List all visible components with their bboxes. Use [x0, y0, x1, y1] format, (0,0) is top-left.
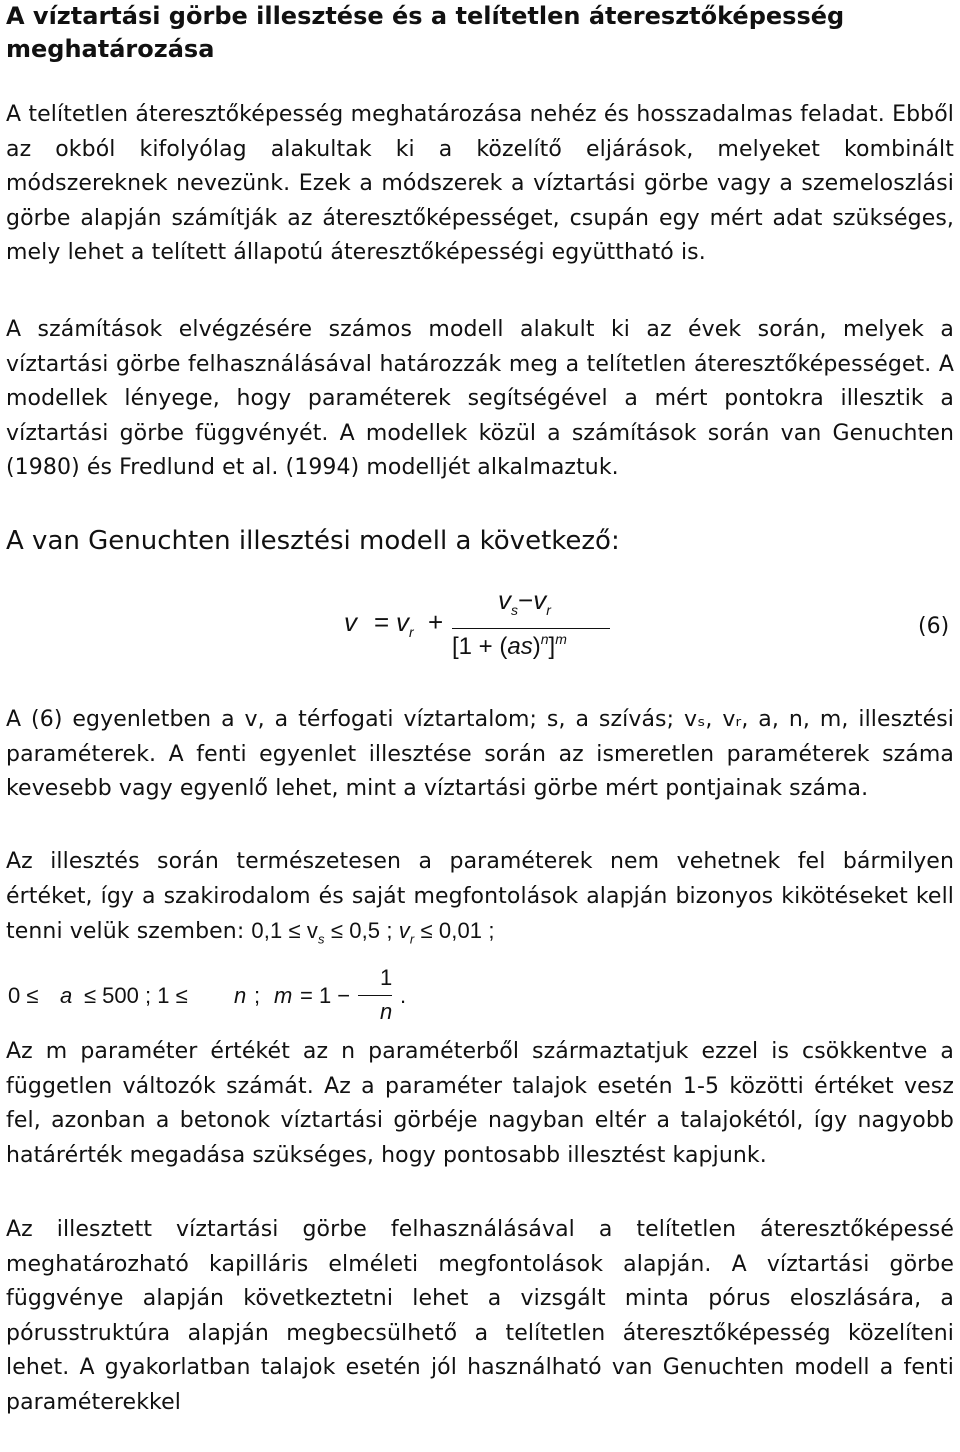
constraint-a-upper: ≤ 500 ; 1 ≤	[84, 983, 188, 1008]
constraint-end: .	[400, 983, 407, 1008]
eq-equals: =	[374, 607, 390, 637]
constraint-n-var: n	[234, 983, 247, 1008]
eq-fraction-bar	[452, 628, 610, 629]
constraint-a-lower: 0 ≤	[8, 983, 39, 1008]
paragraph-m-parameter: Az m paraméter értékét az n paraméterből származtatjuk ezzel is csökkentve a független változók számát. Az a paraméter talajok esetén 1-5 közötti értéket vesz fel, azonban a betonok víztartási görbéje nagyban eltér a talajokétól, így nagyobb határérték megadása szükséges, hogy pontosabb illesztést kapjunk.	[6, 1039, 954, 1168]
paragraph-parameters: A (6) egyenletben a v, a térfogati víztartalom; s, a szívás; vₛ, vᵣ, a, n, m, illesztési paraméterek. A fenti egyenlet illesztése során az ismeretlen paraméterek száma kevesebb vagy egyenlő lehet, mint a víztartási görbe mért pontjainak száma.	[6, 707, 954, 802]
constraint-m-eq: = 1 −	[300, 983, 351, 1008]
eq-denominator: $[1 + (as)^n]^m$	[452, 631, 567, 660]
constraint-sep: ;	[254, 983, 261, 1008]
paragraph-fitted-curve: Az illesztett víztartási görbe felhasználásával a telítetlen áteresztőképessé meghatározható kapilláris elméleti megfontolások alapján. A víztartási görbe függvénye alapján következtetni lehet a vizsgált minta pórus eloszlására, a pórusstruktúra alapján megbecsülhető a telítetlen áteresztőképesség közelíteni lehet. A gyakorlatban talajok esetén jól használható van Genuchten modell a fenti paraméterekkel	[6, 1217, 954, 1415]
constraint-a-var: a	[60, 983, 73, 1008]
eq-plus: +	[428, 607, 444, 637]
eq-numerator: $v_s-v_r$	[498, 585, 551, 619]
paragraph-constraints: Az illesztés során természetesen a paraméterek nem vehetnek fel bármilyen értéket, így a szakirodalom és saját megfontolások alapján bizonyos kikötéseket kell tenni velük szemben: $0,1 \le v_s \le 0,5$ ; $v_r \le 0,01$ ;	[6, 849, 954, 947]
section-title: A víztartási görbe illesztése és a telítetlen áteresztőképesség meghatározása	[6, 2, 845, 63]
eq-vr: $v_r$	[396, 607, 414, 641]
eq-lhs: v	[344, 607, 357, 637]
constraint-line-2: 0 ≤ a ≤ 500 ; 1 ≤ n ; m = 1 − 1 n .	[8, 965, 407, 1024]
paragraph-models: A számítások elvégzésére számos modell alakult ki az évek során, melyek a víztartási görbe felhasználásával határozzák meg a telítetlen áteresztőképességet. A modellek lényege, hogy paraméterek segítségével a mért pontokra illesztik a víztartási görbe függvényét. A modellek közül a számítások során van Genuchten (1980) és Fredlund et al. (1994) modelljét alkalmaztuk.	[6, 317, 954, 481]
constraint-m-var: m	[274, 983, 293, 1008]
paragraph-intro: A telítetlen áteresztőképesség meghatározása nehéz és hosszadalmas feladat. Ebből az okból kifolyólag alakultak ki a közelítő eljárások, melyeket kombinált módszereknek nevezünk. Ezek a módszerek a víztartási görbe vagy a szemeloszlási görbe alapján számítják az áteresztőképességet, csupán egy mért adat szükséges, mely lehet a telített állapotú áteresztőképességi együttható is.	[6, 102, 954, 266]
constraint-vs: $0,1 \le v_s \le 0,5$ ; $v_r \le 0,01$ ;	[251, 918, 495, 947]
paragraph-model-lead: A van Genuchten illesztési modell a következő:	[6, 526, 620, 556]
equation-van-genuchten	[340, 585, 640, 675]
equation-number: (6)	[918, 614, 950, 639]
